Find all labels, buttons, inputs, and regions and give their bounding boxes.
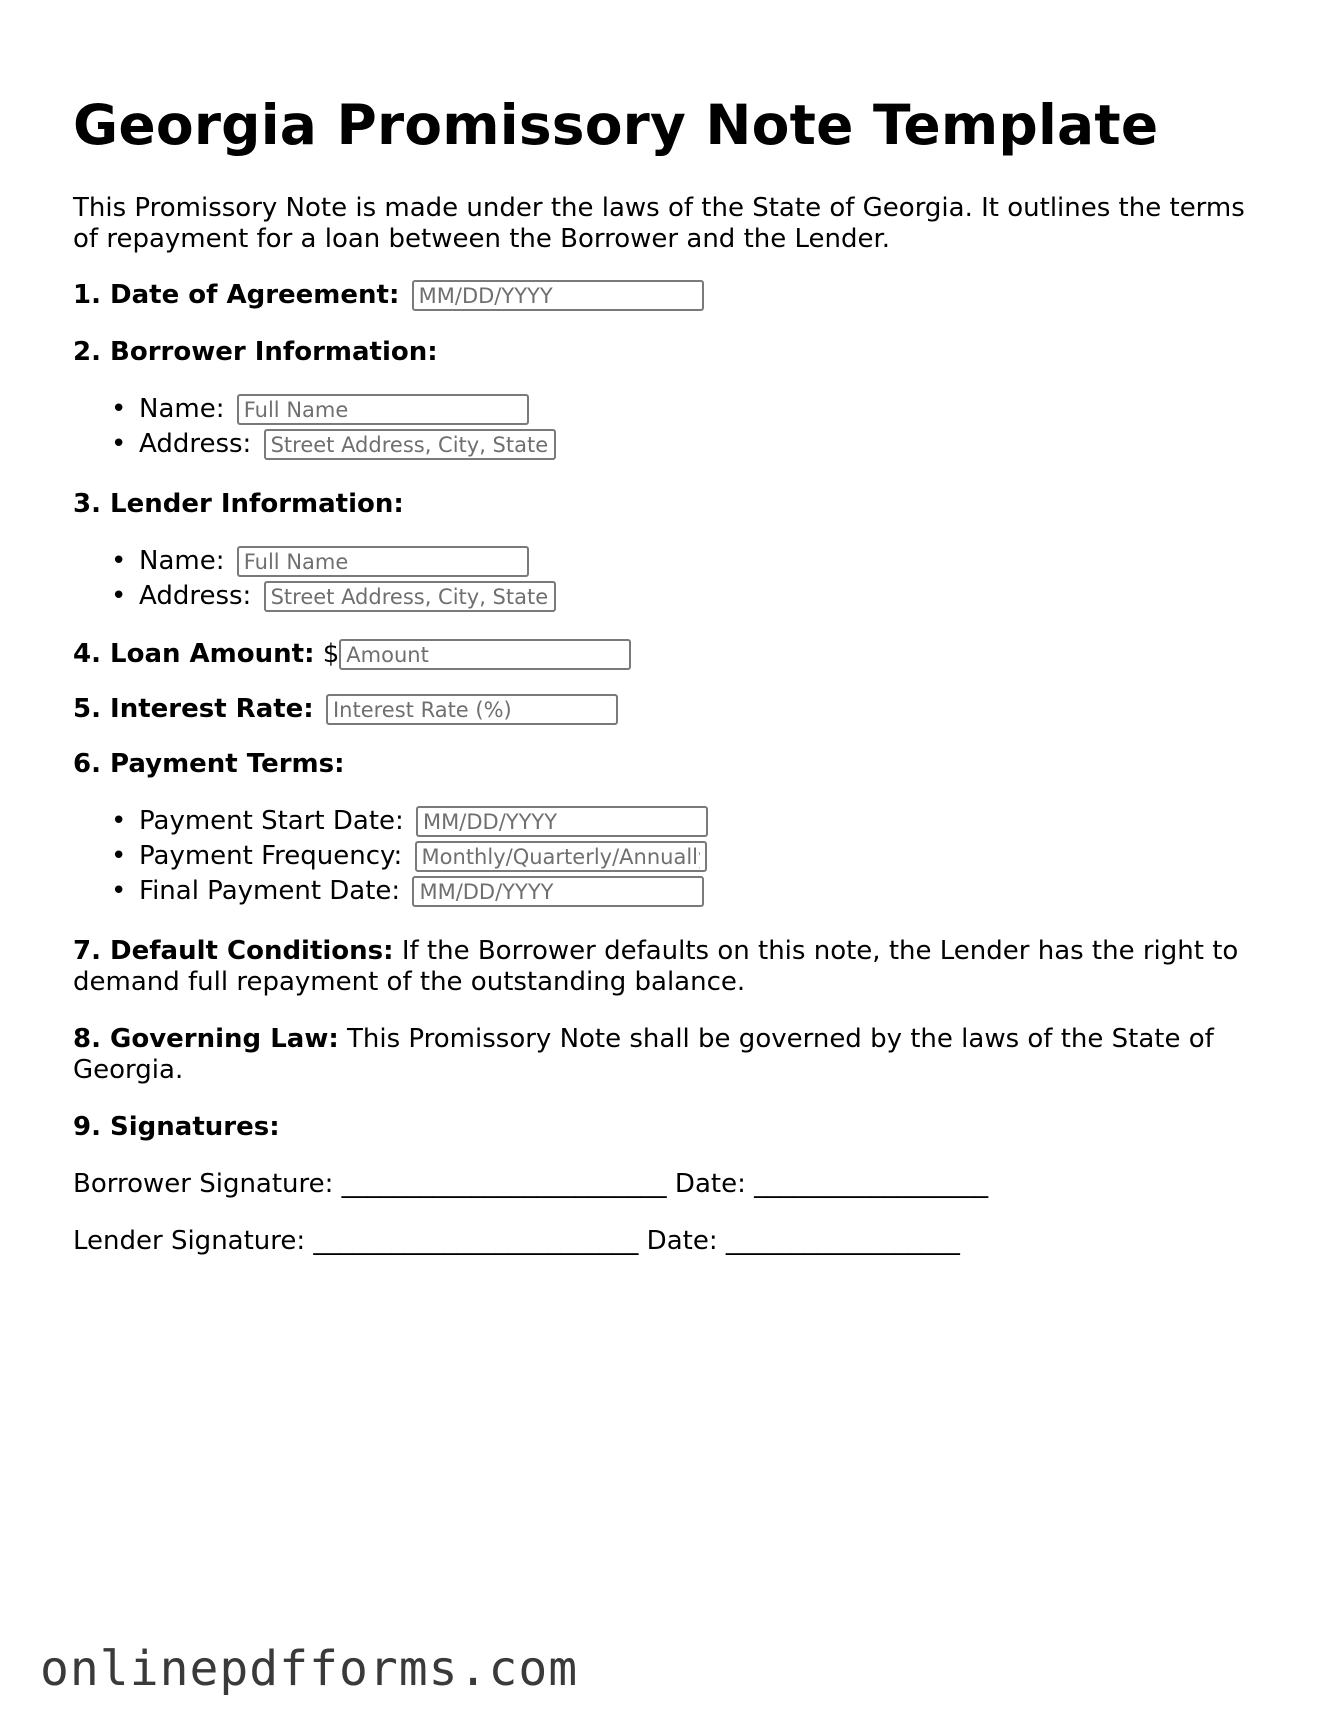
borrower-name-input[interactable] [237, 394, 529, 425]
list-item [111, 544, 1273, 579]
bullet: • [111, 429, 127, 459]
payment-frequency-input[interactable] [415, 841, 707, 872]
section-governing-law [73, 1024, 1273, 1086]
bullet: • [111, 876, 127, 906]
borrower-signature-line: Borrower Signature: _________________________ Date: __________________ [73, 1169, 989, 1199]
section-4-label: 4. Loan Amount: [73, 639, 315, 669]
interest-rate-input[interactable] [326, 694, 618, 725]
bullet: • [111, 394, 127, 424]
section-payment-terms [73, 749, 1273, 780]
list-item [111, 839, 1273, 874]
default-conditions-text: If the Borrower defaults on this note, the Lender has the right to demand full repayment of the outstanding balance. [73, 936, 1239, 997]
section-2-label: 2. Borrower Information: [73, 337, 438, 367]
lender-fields-list [73, 544, 1273, 614]
borrower-address-label: Address: [139, 429, 252, 459]
section-lender-info [73, 489, 1273, 520]
section-loan-amount [73, 639, 1273, 670]
section-1-label: 1. Date of Agreement: [73, 280, 400, 310]
section-3-label: 3. Lender Information: [73, 489, 404, 519]
section-borrower-info [73, 337, 1273, 368]
bullet: • [111, 806, 127, 836]
currency-symbol: $ [322, 639, 340, 669]
final-payment-date-input[interactable] [412, 876, 704, 907]
lender-address-label: Address: [139, 581, 252, 611]
bullet: • [111, 546, 127, 576]
section-7-label: 7. Default Conditions: [73, 936, 394, 966]
governing-law-text: This Promissory Note shall be governed by the laws of the State of Georgia. [73, 1024, 1214, 1085]
list-item [111, 874, 1273, 909]
payment-start-date-label: Payment Start Date: [139, 806, 404, 836]
payment-start-date-input[interactable] [416, 806, 708, 837]
final-payment-date-label: Final Payment Date: [139, 876, 401, 906]
section-6-label: 6. Payment Terms: [73, 749, 345, 779]
watermark: onlinepdfforms.com [40, 1641, 579, 1697]
section-signatures [73, 1112, 1273, 1143]
payment-frequency-label: Payment Frequency: [139, 841, 403, 871]
list-item [111, 427, 1273, 462]
section-5-label: 5. Interest Rate: [73, 694, 314, 724]
intro-paragraph: This Promissory Note is made under the laws of the State of Georgia. It outlines the terms of repayment for a loan between the Borrower and the Lender. [73, 193, 1245, 254]
section-8-label: 8. Governing Law: [73, 1024, 339, 1054]
list-item [111, 579, 1273, 614]
page-title: Georgia Promissory Note Template [73, 93, 1159, 157]
section-default-conditions [73, 936, 1273, 998]
lender-name-input[interactable] [237, 546, 529, 577]
borrower-name-label: Name: [139, 394, 225, 424]
section-date-of-agreement [73, 280, 1273, 311]
payment-terms-list [73, 804, 1273, 909]
lender-signature-line: Lender Signature: _________________________ Date: __________________ [73, 1226, 960, 1256]
bullet: • [111, 581, 127, 611]
lender-address-input[interactable] [264, 581, 556, 612]
loan-amount-input[interactable] [339, 639, 631, 670]
borrower-address-input[interactable] [264, 429, 556, 460]
document-page [73, 0, 1273, 1257]
list-item [111, 804, 1273, 839]
section-interest-rate [73, 694, 1273, 725]
borrower-fields-list [73, 392, 1273, 462]
section-9-label: 9. Signatures: [73, 1112, 280, 1142]
list-item [111, 392, 1273, 427]
lender-name-label: Name: [139, 546, 225, 576]
bullet: • [111, 841, 127, 871]
agreement-date-input[interactable] [412, 280, 704, 311]
